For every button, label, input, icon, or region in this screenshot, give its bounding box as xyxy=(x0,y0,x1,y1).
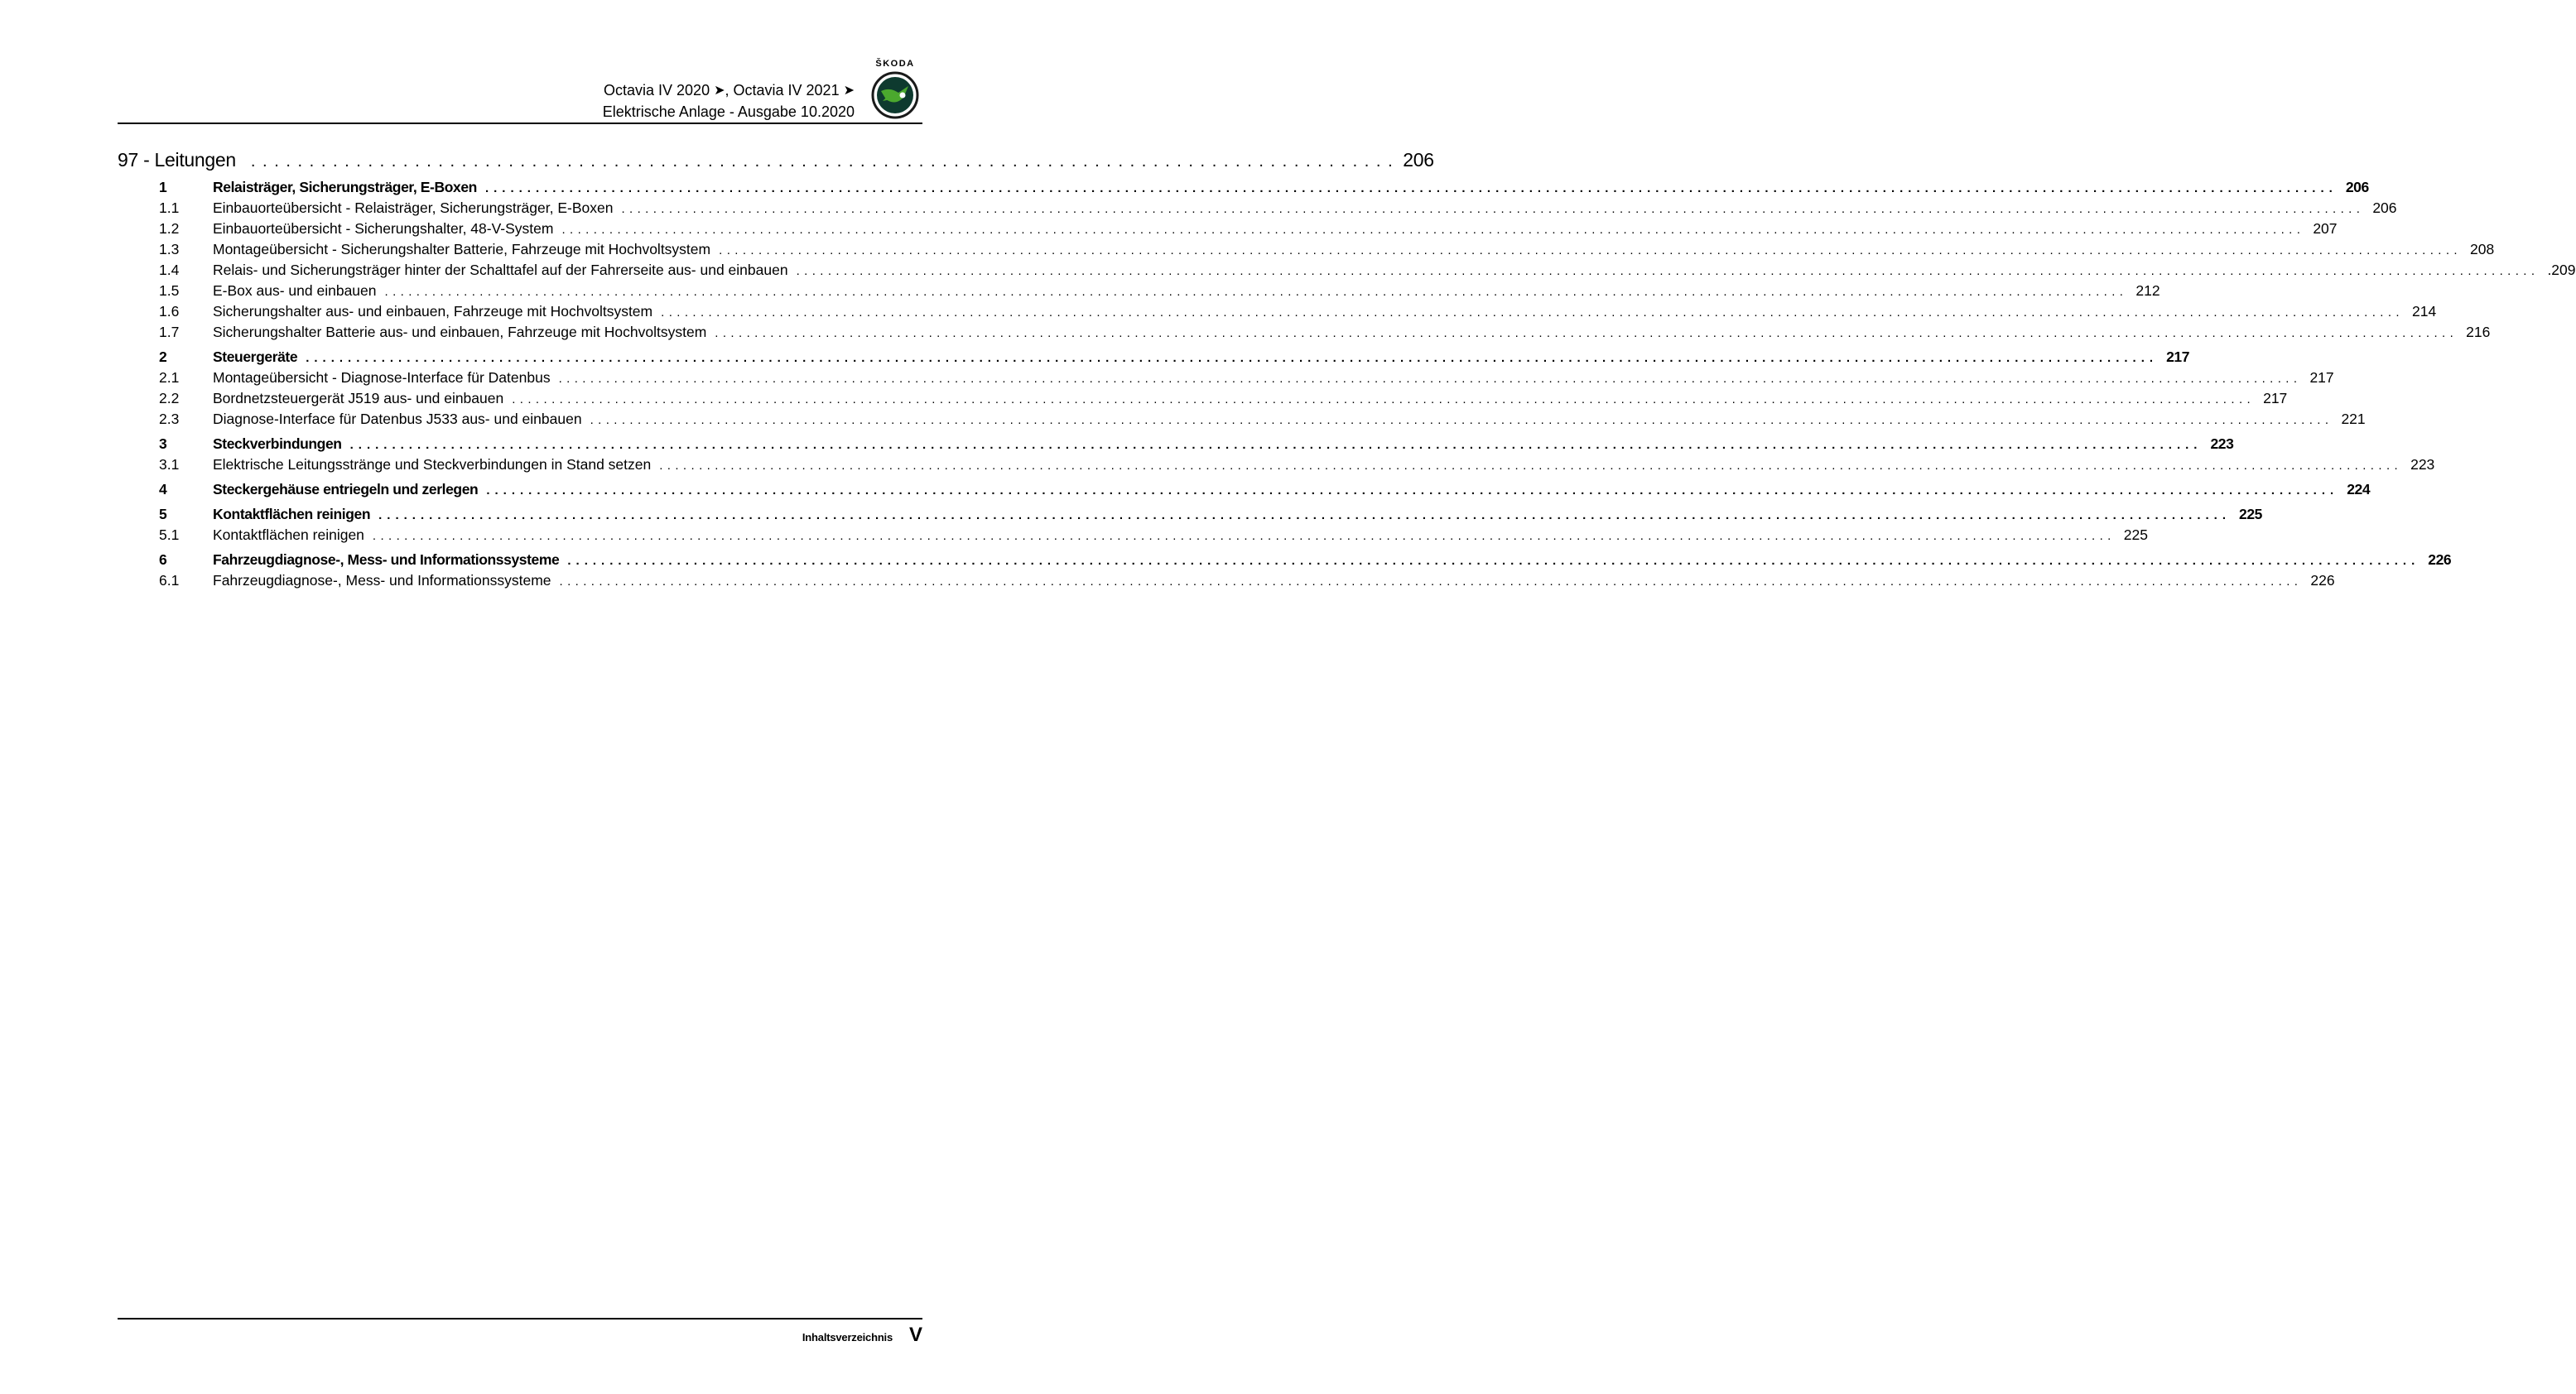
entry-number: 3 xyxy=(159,435,167,452)
entry-page: 206 xyxy=(2372,199,2397,216)
dot-leader: ............................................................................................................................................................................................................................ xyxy=(796,264,2540,278)
dot-leader: ............................................................................................................................................................................................................................ xyxy=(561,223,2305,237)
entry-number: 1.1 xyxy=(159,199,180,216)
dot-leader: ............................................................................................................................................................................................................................ xyxy=(349,438,2203,452)
dot-leader: ............................................................................................................................................................................................................................ xyxy=(384,285,2128,299)
entry-page: 224 xyxy=(2347,481,2371,498)
dot-leader: ............................................................................................................................................................................................................................ xyxy=(306,351,2159,365)
toc-group xyxy=(159,551,2452,593)
header-text xyxy=(603,80,855,122)
toc-group xyxy=(159,435,2435,477)
entry-title: Relais- und Sicherungsträger hinter der Schalttafel auf der Fahrerseite aus- und einbauen xyxy=(213,262,788,278)
entry-number: 1.5 xyxy=(159,282,180,299)
entry-number: 5 xyxy=(159,506,167,522)
entry-page: 214 xyxy=(2411,303,2437,320)
entry-page: .209 xyxy=(2547,262,2576,278)
chapter-title: 97 - Leitungen xyxy=(118,149,236,171)
toc-subsection-entry[interactable] xyxy=(159,282,2160,303)
section-list xyxy=(159,179,2576,593)
entry-page: 225 xyxy=(2123,526,2148,543)
entry-number: 2.2 xyxy=(159,390,180,406)
entry-page: 226 xyxy=(2428,551,2452,568)
toc-subsection-entry[interactable] xyxy=(159,220,2338,241)
page-footer xyxy=(118,1318,922,1346)
entry-title: Kontaktflächen reinigen xyxy=(213,526,364,543)
skoda-logo-icon xyxy=(871,71,919,119)
model-2021: , Octavia IV 2021 xyxy=(725,82,840,99)
toc-section-heading[interactable] xyxy=(159,481,2371,502)
chapter-entry[interactable] xyxy=(118,149,1434,177)
entry-number: 6.1 xyxy=(159,572,180,589)
entry-number: 3.1 xyxy=(159,456,180,473)
entry-page: 221 xyxy=(2341,411,2366,427)
toc-section-heading[interactable] xyxy=(159,506,2262,526)
entry-page: 217 xyxy=(2166,348,2190,365)
toc-group xyxy=(159,179,2576,344)
footer-page-number: V xyxy=(908,1324,922,1346)
dot-leader: ............................................................................................................................................................................................................................ xyxy=(567,554,2420,568)
entry-title: Fahrzeugdiagnose-, Mess- und Informationssysteme xyxy=(213,572,551,589)
toc-subsection-entry[interactable] xyxy=(159,369,2334,390)
entry-page: 207 xyxy=(2313,220,2338,237)
dot-leader: ............................................................................................................................................................................................................................ xyxy=(621,202,2365,216)
dot-leader: .................................................................................................. xyxy=(250,152,1400,171)
entry-title: Relaisträger, Sicherungsträger, E-Boxen xyxy=(213,179,477,195)
dot-leader: ............................................................................................................................................................................................................................ xyxy=(512,392,2256,406)
entry-page: 217 xyxy=(2309,369,2334,386)
toc-subsection-entry[interactable] xyxy=(159,411,2366,431)
entry-title: Fahrzeugdiagnose-, Mess- und Informationssysteme xyxy=(213,551,560,568)
toc-group xyxy=(159,506,2262,547)
toc-section-heading[interactable] xyxy=(159,551,2452,572)
entry-title: Einbauorteübersicht - Sicherungshalter, 48-V-System xyxy=(213,220,554,237)
entry-page: 217 xyxy=(2263,390,2288,406)
entry-number: 2.1 xyxy=(159,369,180,386)
entry-number: 1.3 xyxy=(159,241,180,257)
skoda-brand xyxy=(868,58,922,119)
entry-title: Kontaktflächen reinigen xyxy=(213,506,371,522)
entry-page: 223 xyxy=(2410,456,2435,473)
entry-number: 6 xyxy=(159,551,167,568)
entry-page: 223 xyxy=(2210,435,2234,452)
toc-subsection-entry[interactable] xyxy=(159,241,2495,262)
entry-page: 206 xyxy=(2345,179,2369,195)
dot-leader: ............................................................................................................................................................................................................................ xyxy=(558,372,2302,386)
dot-leader: ............................................................................................................................................................................................................................ xyxy=(590,413,2333,427)
entry-number: 1 xyxy=(159,179,167,195)
toc-subsection-entry[interactable] xyxy=(159,526,2148,547)
toc-subsection-entry[interactable] xyxy=(159,262,2576,282)
toc-subsection-entry[interactable] xyxy=(159,324,2491,344)
toc-subsection-entry[interactable] xyxy=(159,390,2288,411)
toc-subsection-entry[interactable] xyxy=(159,456,2435,477)
entry-number: 1.7 xyxy=(159,324,180,340)
entry-number: 5.1 xyxy=(159,526,180,543)
toc-subsection-entry[interactable] xyxy=(159,303,2437,324)
entry-page: 212 xyxy=(2135,282,2160,299)
dot-leader: ............................................................................................................................................................................................................................ xyxy=(661,305,2404,320)
entry-title: Steuergeräte xyxy=(213,348,298,365)
entry-title: Sicherungshalter aus- und einbauen, Fahrzeuge mit Hochvoltsystem xyxy=(213,303,653,320)
header-line-2: Elektrische Anlage - Ausgabe 10.2020 xyxy=(602,103,855,120)
dot-leader: ............................................................................................................................................................................................................................ xyxy=(559,574,2303,589)
entry-title: Montageübersicht - Diagnose-Interface für Datenbus xyxy=(213,369,551,386)
footer-label: Inhaltsverzeichnis xyxy=(802,1331,893,1344)
entry-page: 216 xyxy=(2466,324,2491,340)
entry-title: Steckverbindungen xyxy=(213,435,342,452)
entry-number: 1.2 xyxy=(159,220,180,237)
entry-number: 2 xyxy=(159,348,167,365)
toc-subsection-entry[interactable] xyxy=(159,572,2335,593)
toc-group xyxy=(159,348,2366,431)
entry-number: 1.6 xyxy=(159,303,180,320)
header-line-1 xyxy=(603,80,855,102)
dot-leader: ............................................................................................................................................................................................................................ xyxy=(715,326,2458,340)
dot-leader: ............................................................................................................................................................................................................................ xyxy=(372,529,2116,543)
toc-section-heading[interactable] xyxy=(159,435,2234,456)
entry-number: 1.4 xyxy=(159,262,180,278)
entry-title: Diagnose-Interface für Datenbus J533 aus- und einbauen xyxy=(213,411,582,427)
entry-number: 4 xyxy=(159,481,167,498)
entry-title: Bordnetzsteuergerät J519 aus- und einbauen xyxy=(213,390,504,406)
entry-title: Sicherungshalter Batterie aus- und einbauen, Fahrzeuge mit Hochvoltsystem xyxy=(213,324,707,340)
entry-title: E-Box aus- und einbauen xyxy=(213,282,377,299)
entry-title: Elektrische Leitungsstränge und Steckverbindungen in Stand setzen xyxy=(213,456,652,473)
model-2020: Octavia IV 2020 xyxy=(604,82,710,99)
toc-subsection-entry[interactable] xyxy=(159,199,2397,220)
brand-wordmark: ŠKODA xyxy=(875,59,915,69)
table-of-contents xyxy=(118,149,2576,593)
chapter-page: 206 xyxy=(1403,149,1434,171)
entry-page: 226 xyxy=(2310,572,2335,589)
toc-section-heading[interactable] xyxy=(159,179,2369,199)
toc-section-heading[interactable] xyxy=(159,348,2190,369)
entry-title: Montageübersicht - Sicherungshalter Batterie, Fahrzeuge mit Hochvoltsystem xyxy=(213,241,711,257)
page-header xyxy=(118,50,922,124)
dot-leader: ............................................................................................................................................................................................................................ xyxy=(484,181,2338,195)
arrow-right-icon: ➤ xyxy=(843,84,855,98)
dot-leader: ............................................................................................................................................................................................................................ xyxy=(659,459,2403,473)
toc-group xyxy=(159,481,2371,502)
dot-leader: ............................................................................................................................................................................................................................ xyxy=(378,508,2231,522)
entry-title: Steckergehäuse entriegeln und zerlegen xyxy=(213,481,479,498)
arrow-right-icon: ➤ xyxy=(714,84,725,98)
dot-leader: ............................................................................................................................................................................................................................ xyxy=(486,483,2339,498)
entry-page: 225 xyxy=(2239,506,2262,522)
entry-page: 208 xyxy=(2469,241,2495,257)
entry-number: 2.3 xyxy=(159,411,180,427)
entry-title: Einbauorteübersicht - Relaisträger, Sicherungsträger, E-Boxen xyxy=(213,199,614,216)
dot-leader: ............................................................................................................................................................................................................................ xyxy=(719,243,2462,257)
